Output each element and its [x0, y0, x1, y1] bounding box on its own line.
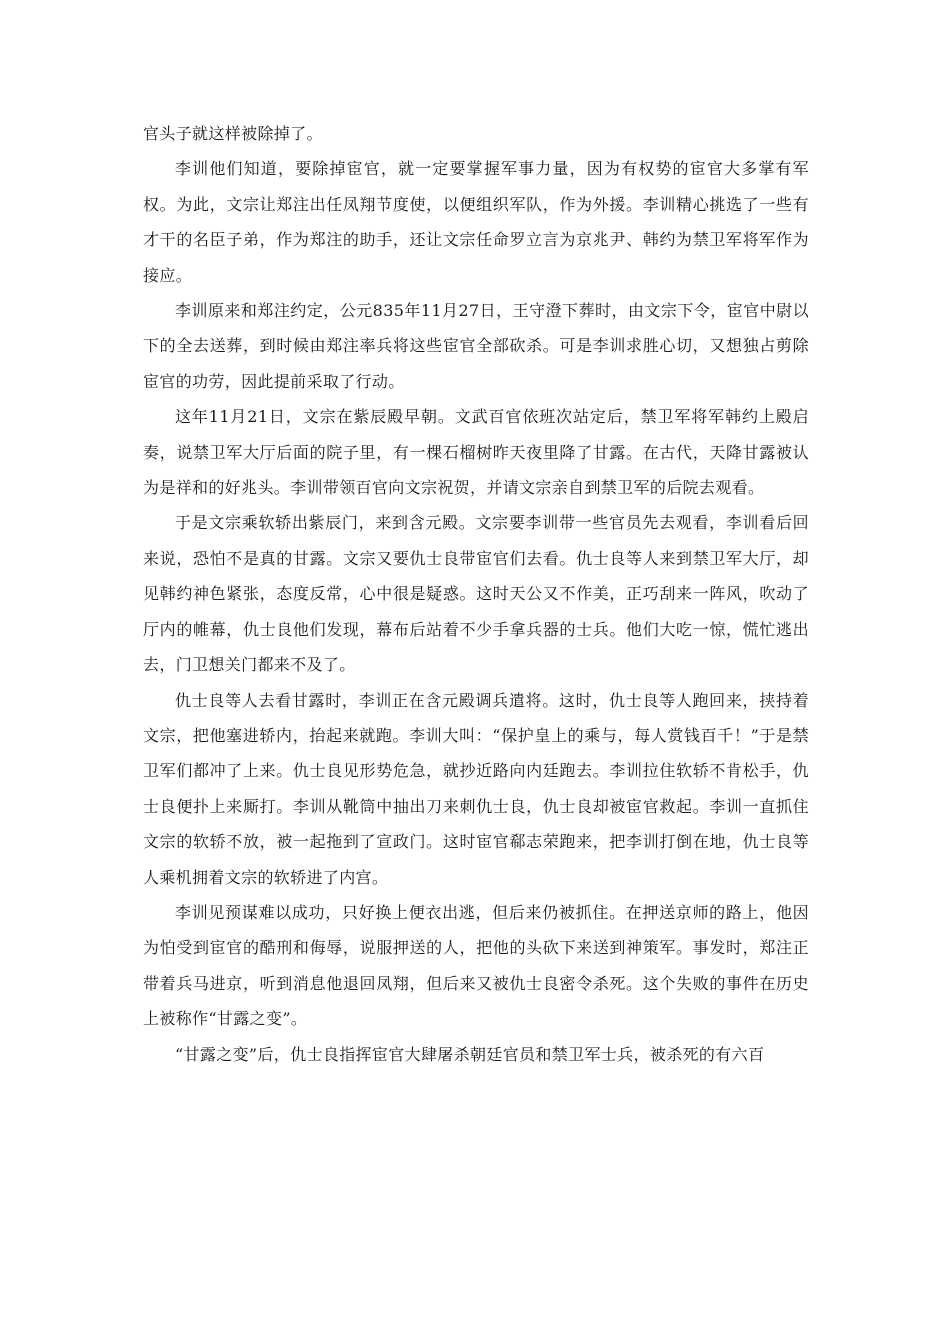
paragraph-military-power: 李训他们知道，要除掉宦官，就一定要掌握军事力量，因为有权势的宦官大多掌有军权。为此，文宗让郑注出任凤翔节度使，以便组织军队，作为外援。李训精心挑选了一些有才干的名臣子弟，作为郑注的助手，还让文宗任命罗立言为京兆尹、韩约为禁卫军将军作为接应。 — [143, 159, 809, 285]
paragraph-morning-court: 这年11月21日，文宗在紫辰殿早朝。文武百官依班次站定后，禁卫军将军韩约上殿启奏，说禁卫军大厅后面的院子里，有一棵石榴树昨天夜里降了甘露。在古代，天降甘露被认为是祥和的好兆头。李训带领百官向文宗祝贺，并请文宗亲自到禁卫军的后院去观看。 — [143, 407, 809, 498]
paragraph-original-plan: 李训原来和郑注约定，公元835年11月27日，王守澄下葬时，由文宗下令，宦官中尉以下的全去送葬，到时候由郑注率兵将这些宦官全部砍杀。可是李训求胜心切，又想独占剪除宦官的功劳，因此提前采取了行动。 — [143, 301, 809, 391]
paragraph-discovery: 于是文宗乘软轿出紫辰门，来到含元殿。文宗要李训带一些官员先去观看，李训看后回来说，恐怕不是真的甘露。文宗又要仇士良带宦官们去看。仇士良等人来到禁卫军大厅，却见韩约神色紧张，态度反常，心中很是疑惑。这时天公又不作美，正巧刮来一阵风，吹动了厅内的帷幕，仇士良他们发现，幕布后站着不少手拿兵器的士兵。他们大吃一惊，慌忙逃出去，门卫想关门都来不及了。 — [143, 513, 809, 675]
paragraph-failure: 李训见预谋难以成功，只好换上便衣出逃，但后来仍被抓住。在押送京师的路上，他因为怕受到宦官的酷刑和侮辱，说服押送的人，把他的头砍下来送到神策军。事发时，郑注正带着兵马进京，听到消息他退回凤翔，但后来又被仇士良密令杀死。这个失败的事件在历史上被称作“甘露之变”。 — [143, 902, 809, 1029]
paragraph-aftermath: “甘露之变”后，仇士良指挥宦官大肆屠杀朝廷官员和禁卫军士兵，被杀死的有六百 — [175, 1044, 765, 1064]
paragraph-continuation: 官头子就这样被除掉了。 — [143, 124, 323, 143]
paragraph-struggle: 仇士良等人去看甘露时，李训正在含元殿调兵遣将。这时，仇士良等人跑回来，挟持着文宗，把他塞进轿内，抬起来就跑。李训大叫：“保护皇上的乘与，每人赏钱百千！”于是禁卫军们都冲了上来。仇士良见形势危急，就抄近路向内廷跑去。李训拉住软轿不肯松手，仇士良便扑上来厮打。李训从靴筒中抽出刀来刺仇士良，仇士良却被宦官救起。李训一直抓住文宗的软轿不放，被一起拖到了宣政门。这时宦官郗志荣跑来，把李训打倒在地，仇士良等人乘机拥着文宗的软轿进了内宫。 — [143, 690, 809, 887]
document-page — [143, 116, 809, 1072]
